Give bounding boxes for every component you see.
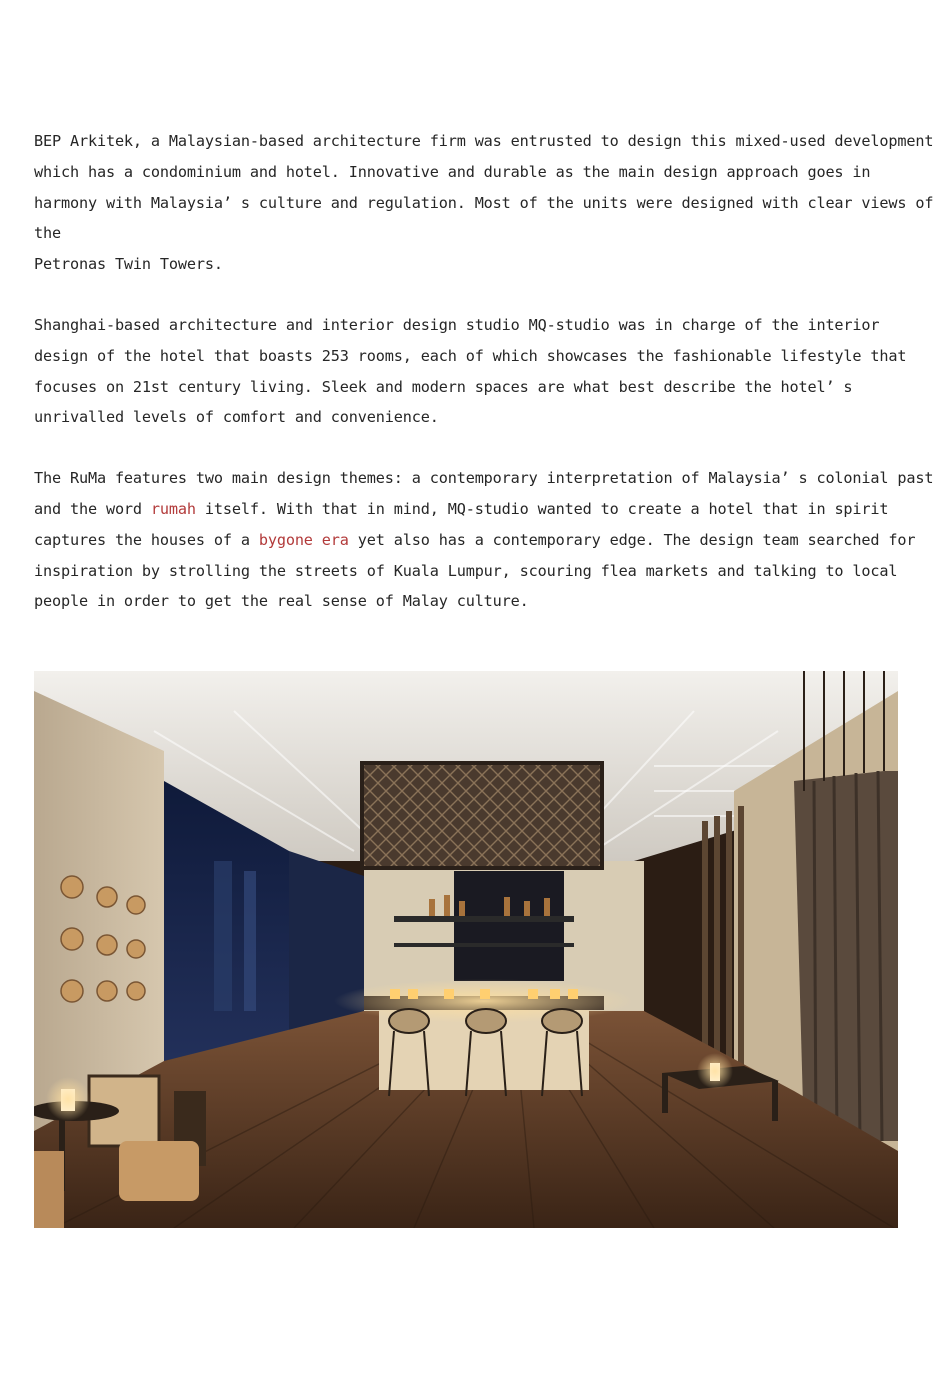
text-line: focuses on 21st century living. Sleek and modern spaces are what best describe the hotel’ s: [34, 377, 853, 396]
paragraph-interior: [34, 310, 907, 433]
text-line: the: [34, 224, 61, 243]
text-line: The RuMa features two main design themes: a contemporary interpretation of Malaysia’ s colonial past: [34, 469, 934, 488]
text-fragment: itself. With that in mind, MQ-studio wanted to create a hotel that in spirit: [195, 499, 889, 518]
text-fragment: captures the houses of a: [34, 530, 259, 549]
rooftop-bar-photo: [34, 671, 898, 1228]
link-bygone-era[interactable]: bygone era: [258, 530, 349, 549]
paragraph-intro: [34, 126, 934, 280]
article-body: [34, 126, 934, 647]
text-line: [34, 494, 902, 525]
text-line: which has a condominium and hotel. Innovative and durable as the main design approach goes in: [34, 162, 871, 181]
text-line: Petronas Twin Towers.: [34, 255, 223, 274]
text-line: BEP Arkitek, a Malaysian-based architecture firm was entrusted to design this mixed-used development: [34, 132, 934, 150]
text-line: Shanghai-based architecture and interior design studio MQ-studio was in charge of the interior: [34, 315, 880, 334]
paragraph-themes: [34, 463, 934, 617]
text-line: design of the hotel that boasts 253 rooms, each of which showcases the fashionable lifestyle that: [34, 346, 907, 365]
link-rumah[interactable]: rumah: [150, 499, 196, 518]
lattice-screen: [362, 763, 602, 868]
text-line: unrivalled levels of comfort and convenience.: [34, 408, 439, 427]
text-line: harmony with Malaysia’ s culture and regulation. Most of the units were designed with clear views of: [34, 193, 934, 212]
text-line: people in order to get the real sense of Malay culture.: [34, 592, 529, 611]
text-fragment: and the word: [34, 499, 151, 518]
text-line: [34, 525, 916, 556]
text-fragment: yet also has a contemporary edge. The design team searched for: [348, 530, 916, 549]
photo-illustration: [34, 671, 898, 1228]
text-line: inspiration by strolling the streets of Kuala Lumpur, scouring flea markets and talking to local: [34, 561, 898, 580]
